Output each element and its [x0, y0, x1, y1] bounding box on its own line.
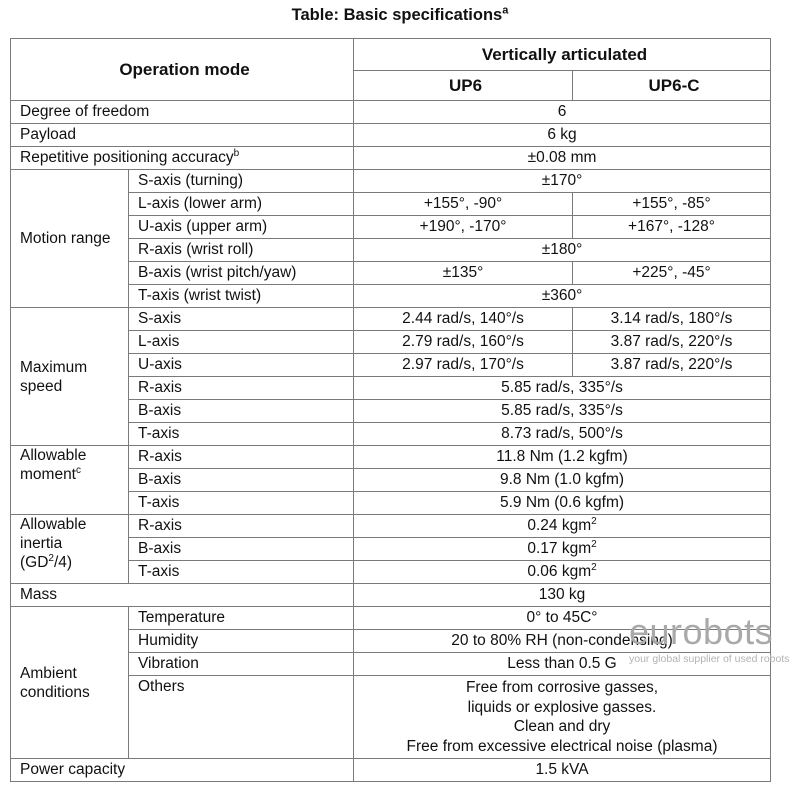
row-value: 1.5 kVA [354, 759, 771, 782]
cell-value: 0.24 kgm$^2$ [354, 515, 771, 538]
cell-value: ±135° [354, 262, 573, 285]
axis-label: B-axis (wrist pitch/yaw) [129, 262, 354, 285]
axis-label: R-axis [129, 515, 354, 538]
cell-value: 2.97 rad/s, 170°/s [354, 354, 573, 377]
axis-label: B-axis [129, 538, 354, 561]
table-row [11, 515, 771, 538]
cell-value: 0.06 kgm$^2$ [354, 561, 771, 584]
cell-value: +225°, -45° [573, 262, 771, 285]
up6c-header: UP6-C [573, 71, 771, 101]
cell-value: 0.17 kgm$^2$ [354, 538, 771, 561]
group-label: Maximum speed [11, 308, 129, 446]
row-value: ±0.08 mm [354, 147, 771, 170]
eurobots-watermark [629, 612, 797, 666]
cell-value: 5.85 rad/s, 335°/s [354, 400, 771, 423]
axis-label: T-axis [129, 561, 354, 584]
up6-header: UP6 [354, 71, 573, 101]
footnote-mark: c [76, 464, 81, 476]
cell-value: 3.87 rad/s, 220°/s [573, 331, 771, 354]
axis-label: Humidity [129, 630, 354, 653]
cell-value: ±360° [354, 285, 771, 308]
axis-label: Vibration [129, 653, 354, 676]
vertically-articulated-header: Vertically articulated [354, 39, 771, 71]
cell-value: 8.73 rad/s, 500°/s [354, 423, 771, 446]
table-row [11, 446, 771, 469]
row-value: 6 [354, 101, 771, 124]
table-row [11, 170, 771, 193]
axis-label: T-axis [129, 423, 354, 446]
cell-value: +190°, -170° [354, 216, 573, 239]
table-row [11, 147, 771, 170]
watermark-tagline: your global supplier of used robots [629, 653, 790, 665]
group-label: Allowable inertia $(GD^2/4)$ [11, 515, 129, 584]
cell-value: 5.85 rad/s, 335°/s [354, 377, 771, 400]
axis-label: R-axis (wrist roll) [129, 239, 354, 262]
axis-label: U-axis [129, 354, 354, 377]
axis-label: L-axis [129, 331, 354, 354]
row-label: Payload [11, 124, 354, 147]
axis-label: S-axis [129, 308, 354, 331]
group-label: Motion range [11, 170, 129, 308]
row-label: Degree of freedom [11, 101, 354, 124]
axis-label: B-axis [129, 469, 354, 492]
cell-value: 3.14 rad/s, 180°/s [573, 308, 771, 331]
axis-label: B-axis [129, 400, 354, 423]
specifications-table [10, 38, 771, 782]
axis-label: Temperature [129, 607, 354, 630]
cell-value: 20 to 80% RH (non-condensing) [354, 630, 771, 653]
axis-label: L-axis (lower arm) [129, 193, 354, 216]
axis-label: T-axis (wrist twist) [129, 285, 354, 308]
cell-value: ±180° [354, 239, 771, 262]
footnote-mark: b [233, 147, 240, 159]
cell-value: Less than 0.5 G [354, 653, 771, 676]
table-row [11, 584, 771, 607]
cell-value: +155°, -85° [573, 193, 771, 216]
row-label: Mass [11, 584, 354, 607]
cell-value: 3.87 rad/s, 220°/s [573, 354, 771, 377]
cell-value: 11.8 Nm (1.2 kgfm) [354, 446, 771, 469]
table-row [11, 759, 771, 782]
watermark-logo: eurobots [629, 611, 774, 652]
cell-value: +155°, -90° [354, 193, 573, 216]
table-row [11, 308, 771, 331]
cell-value: Free from corrosive gasses, liquids or explosive gasses. Clean and dry Free from excessive electrical noise (plasma) [354, 676, 771, 759]
operation-mode-header: Operation mode [11, 39, 354, 101]
table-row [11, 101, 771, 124]
cell-value: 2.79 rad/s, 160°/s [354, 331, 573, 354]
cell-value: 9.8 Nm (1.0 kgfm) [354, 469, 771, 492]
cell-value: 2.44 rad/s, 140°/s [354, 308, 573, 331]
group-label: Allowable moment$^c$ [11, 446, 129, 515]
axis-label: U-axis (upper arm) [129, 216, 354, 239]
group-label: Ambient conditions [11, 607, 129, 759]
cell-value: 5.9 Nm (0.6 kgfm) [354, 492, 771, 515]
row-label: Repetitive positioning accuracy$^b$ [11, 147, 354, 170]
row-label: Power capacity [11, 759, 354, 782]
table-row [11, 124, 771, 147]
axis-label: R-axis [129, 446, 354, 469]
row-value: 6 kg [354, 124, 771, 147]
row-value: 130 kg [354, 584, 771, 607]
cell-value: +167°, -128° [573, 216, 771, 239]
cell-value: ±170° [354, 170, 771, 193]
axis-label: R-axis [129, 377, 354, 400]
cell-value: 0° to 45C° [354, 607, 771, 630]
title-footnote-mark: a [502, 4, 509, 17]
table-title: Table: Basic specifications$^a$ [291, 4, 509, 24]
axis-label: S-axis (turning) [129, 170, 354, 193]
axis-label: Others [129, 676, 354, 759]
axis-label: T-axis [129, 492, 354, 515]
